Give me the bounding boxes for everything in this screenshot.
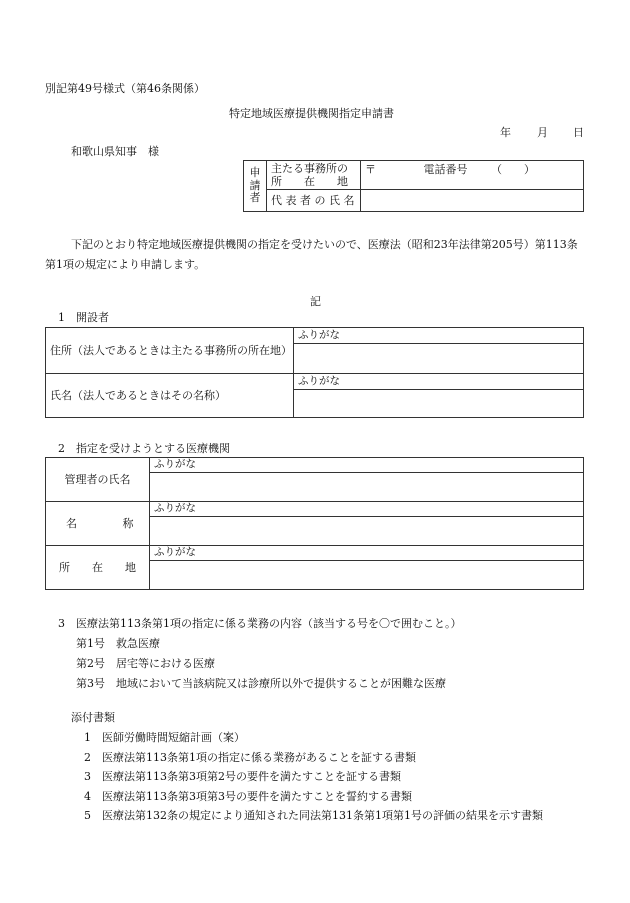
section2-heading: 2 指定を受けようとする医療機関 [58,442,230,455]
attachment-item-2: 2 医療法第113条第1項の指定に係る業務があることを証する書類 [84,751,416,764]
section1-heading: 1 開設者 [58,311,109,324]
addressee: 和歌山県知事 様 [71,145,159,158]
intro-line-1: 下記のとおり特定地域医療提供機関の指定を受けたいので、医療法（昭和23年法律第205号）第113条 [71,238,578,251]
postal-mark: 〒 [365,163,376,176]
attachment-item-5: 5 医療法第132条の規定により通知された同法第131条第1項第1号の評価の結果を示す書類 [84,809,543,822]
business-item-3: 第3号 地域において当該病院又は診療所以外で提供することが困難な医療 [76,677,446,690]
manager-furigana: ふりがな [150,458,584,473]
office-address-label: 主たる事務所の 所 在 地 [267,161,361,190]
applicant-table [243,160,584,212]
attachment-item-1: 1 医師労働時間短縮計画（案） [84,731,245,744]
institution-name-label: 名 称 [46,502,150,546]
representative-label: 代 表 者 の 氏 名 [267,190,361,212]
founder-address-field[interactable] [294,344,584,374]
ki-mark: 記 [310,295,321,308]
date-month: 月 [537,126,548,139]
applicant-side-label: 申 請 者 [244,161,267,212]
institution-name-field[interactable] [150,517,584,546]
location-furigana: ふりがな [150,546,584,561]
date-year: 年 [500,126,511,139]
institution-name-furigana: ふりがな [150,502,584,517]
location-field[interactable] [150,561,584,590]
phone-parens: （ ） [491,163,535,176]
business-item-2: 第2号 居宅等における医療 [76,657,215,670]
manager-label: 管理者の氏名 [46,458,150,502]
intro-line-2: 第1項の規定により申請します。 [45,258,206,271]
section3-heading: 3 医療法第113条第1項の指定に係る業務の内容（該当する号を〇で囲むこと。） [58,617,462,630]
phone-label: 電話番号 [423,163,468,176]
attachment-item-4: 4 医療法第113条第3項第3号の要件を満たすことを誓約する書類 [84,790,412,803]
representative-field[interactable] [361,190,584,212]
founder-address-label: 住所（法人であるときは主たる事務所の所在地） [46,328,294,374]
institution-table [45,457,584,590]
document-title: 特定地域医療提供機関指定申請書 [229,107,394,120]
business-item-1: 第1号 救急医療 [76,637,160,650]
founder-name-field[interactable] [294,390,584,418]
location-label: 所 在 地 [46,546,150,590]
date-day: 日 [573,126,584,139]
office-address-field[interactable] [361,161,584,190]
founder-name-furigana: ふりがな [294,374,584,390]
form-number: 別記第49号様式（第46条関係） [45,82,205,95]
founder-address-furigana: ふりがな [294,328,584,344]
founder-name-label: 氏名（法人であるときはその名称） [46,374,294,418]
attachments-heading: 添付書類 [71,711,115,724]
manager-field[interactable] [150,473,584,502]
attachment-item-3: 3 医療法第113条第3項第2号の要件を満たすことを証する書類 [84,770,401,783]
founder-table [45,327,584,418]
